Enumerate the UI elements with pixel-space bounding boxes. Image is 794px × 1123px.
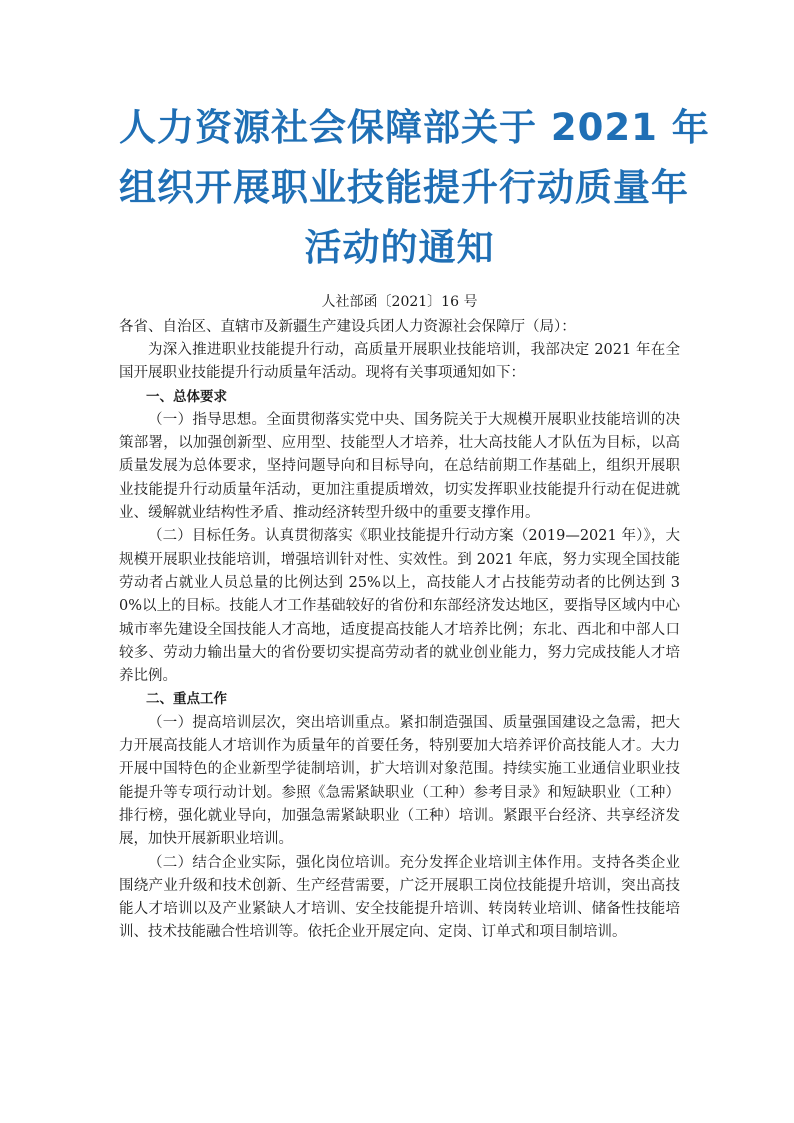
intro-paragraph: 为深入推进职业技能提升行动，高质量开展职业技能培训，我部决定 2021 年在全国开展职业技能提升行动质量年活动。现将有关事项通知如下：: [119, 342, 680, 382]
title-line-1: 人力资源社会保障部关于 2021 年: [119, 106, 710, 149]
recipient-line: 各省、自治区、直辖市及新疆生产建设兵团人力资源社会保障厅（局）：: [119, 319, 576, 335]
title-line-2: 组织开展职业技能提升行动质量年: [119, 166, 689, 209]
paragraph-goals-tasks: （二）目标任务。认真贯彻落实《职业技能提升行动方案（2019—2021 年）》，大规模开展职业技能培训，增强培训针对性、实效性。到 2021 年底，努力实现全国技能劳动者占就业人员总量的比例达到 25%以上，高技能人才占技能劳动者的比例达到 30%以上的目标。技能人才工作基础较好的省份和东部经济发达地区，要指导区域内中心城市率先建设全国技能人才高地，适度提高技能人才培养比例；东北、西北和中部人口较多、劳动力输出量大的省份要切实提高劳动者的就业创业能力，努力完成技能人才培养比例。: [119, 528, 680, 685]
paragraph-training-level: （一）提高培训层次，突出培训重点。紧扣制造强国、质量强国建设之急需，把大力开展高技能人才培训作为质量年的首要任务，特别要加大培养评价高技能人才。大力开展中国特色的企业新型学徒制培训，扩大培训对象范围。持续实施工业通信业职业技能提升等专项行动计划。参照《急需紧缺职业（工种）参考目录》和短缺职业（工种）排行榜，强化就业导向，加强急需紧缺职业（工种）培训。紧跟平台经济、共享经济发展，加快开展新职业培训。: [119, 714, 680, 848]
paragraph-enterprise-training: （二）结合企业实际，强化岗位培训。充分发挥企业培训主体作用。支持各类企业围绕产业升级和技术创新、生产经营需要，广泛开展职工岗位技能提升培训，突出高技能人才培训以及产业紧缺人才培训、安全技能提升培训、转岗转业培训、储备性技能培训、技术技能融合性培训等。依托企业开展定向、定岗、订单式和项目制培训。: [119, 854, 680, 941]
section-heading-key-work: 二、重点工作: [146, 691, 227, 708]
title-line-3: 活动的通知: [304, 226, 495, 269]
document-title: [119, 0, 710, 278]
paragraph-guiding-ideology: （一）指导思想。全面贯彻落实党中央、国务院关于大规模开展职业技能培训的决策部署，以加强创新型、应用型、技能型人才培养，壮大高技能人才队伍为目标，以高质量发展为总体要求，坚持问题导向和目标导向，在总结前期工作基础上，组织开展职业技能提升行动质量年活动，更加注重提质增效，切实发挥职业技能提升行动在促进就业、缓解就业结构性矛盾、推动经济转型升级中的重要支撑作用。: [119, 411, 680, 522]
document-number: 人社部函〔2021〕16 号: [321, 294, 478, 310]
section-heading-general-requirements: 一、总体要求: [146, 388, 227, 405]
